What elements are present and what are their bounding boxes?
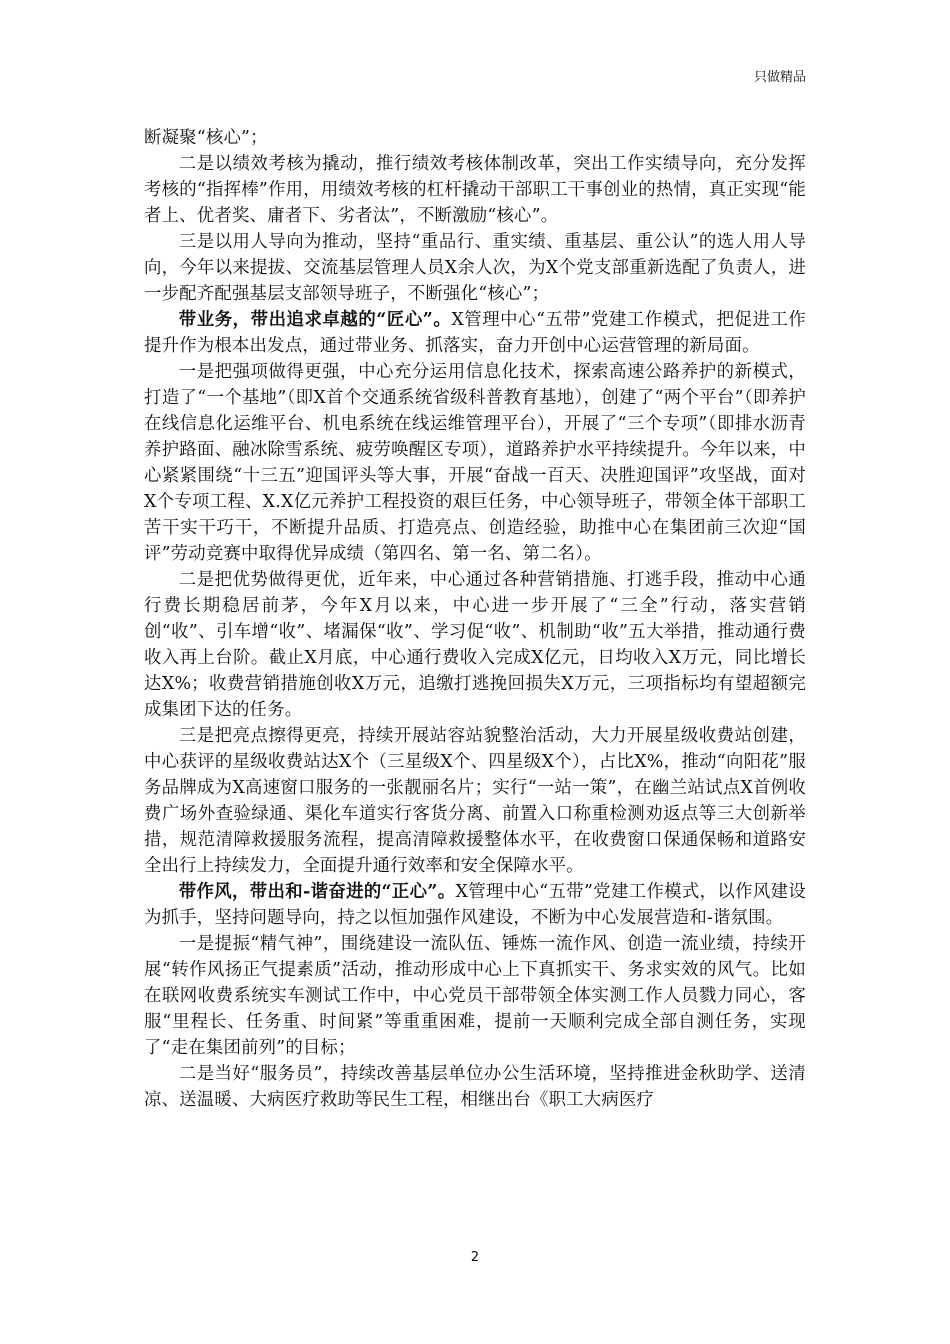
body-paragraph <box>144 359 806 567</box>
body-paragraph <box>144 723 806 879</box>
page-header: 只做精品 <box>753 70 806 85</box>
body-paragraph <box>144 567 806 723</box>
body-paragraph <box>144 1061 806 1113</box>
body-paragraph <box>144 307 806 359</box>
paragraph-text: X管理中心“五带”党建工作模式，以作风建设为抓手，坚持问题导向，持之以恒加强作风建设，不断为中心发展营造和-谐氛围。 <box>144 882 806 928</box>
body-paragraph <box>144 229 806 307</box>
paragraph-text: 断凝聚“核心”； <box>144 128 268 148</box>
paragraph-text: 三是把亮点擦得更亮，持续开展站容站貌整治活动，大力开展星级收费站创建，中心获评的星级收费站达X个（三星级X个、四星级X个），占比X%，推动“向阳花”服务品牌成为X高速窗口服务的一张靓丽名片；实行“一站一策”，在幽兰站试点X首例收费广场外查验绿通、渠化车道实行客货分离、前置入口称重检测劝返点等三大创新举措，规范清障救援服务流程，提高清障救援整体水平，在收费窗口保通保畅和道路安全出行上持续发力，全面提升通行效率和安全保障水平。 <box>144 726 806 876</box>
body-paragraph <box>144 151 806 229</box>
body-paragraph <box>144 125 806 151</box>
section-heading: 带作风，带出和-谐奋进的“正心”。 <box>178 882 456 902</box>
paragraph-text: 三是以用人导向为推动，坚持“重品行、重实绩、重基层、重公认”的选人用人导向，今年以来提拔、交流基层管理人员X余人次，为X个党支部重新选配了负责人，进一步配齐配强基层支部领导班子，不断强化“核心”； <box>144 232 806 304</box>
paragraph-text: 一是把强项做得更强，中心充分运用信息化技术，探索高速公路养护的新模式，打造了“一个基地”（即X首个交通系统省级科普教育基地），创建了“两个平台”（即养护在线信息化运维平台、机电系统在线运维管理平台），开展了“三个专项”（即排水沥青养护路面、融冰除雪系统、疲劳唤醒区专项），道路养护水平持续提升。今年以来，中心紧紧围绕“十三五”迎国评头等大事，开展“奋战一百天、决胜迎国评”攻坚战，面对X个专项工程、X.X亿元养护工程投资的艰巨任务，中心领导班子，带领全体干部职工苦干实干巧干，不断提升品质、打造亮点、创造经验，助推中心在集团前三次迎“国评”劳动竞赛中取得优异成绩（第四名、第一名、第二名）。 <box>144 362 806 564</box>
body-paragraph <box>144 879 806 931</box>
page-number: 2 <box>470 1250 480 1265</box>
body-paragraph <box>144 931 806 1061</box>
document-body <box>144 125 806 1113</box>
paragraph-text: 二是当好“服务员”，持续改善基层单位办公生活环境，坚持推进金秋助学、送清凉、送温暖、大病医疗救助等民生工程，相继出台《职工大病医疗 <box>144 1064 806 1110</box>
paragraph-text: X管理中心“五带”党建工作模式，把促进工作提升作为根本出发点，通过带业务、抓落实，奋力开创中心运营管理的新局面。 <box>144 310 806 356</box>
section-heading: 带业务，带出追求卓越的“匠心”。 <box>178 310 452 330</box>
paragraph-text: 一是提振“精气神”，围绕建设一流队伍、锤炼一流作风、创造一流业绩，持续开展“转作风扬正气提素质”活动，推动形成中心上下真抓实干、务求实效的风气。比如在联网收费系统实车测试工作中，中心党员干部带领全体实测工作人员戮力同心，客服“里程长、任务重、时间紧”等重重困难，提前一天顺利完成全部自测任务，实现了“走在集团前列”的目标； <box>144 934 806 1058</box>
paragraph-text: 二是以绩效考核为撬动，推行绩效考核体制改革，突出工作实绩导向，充分发挥考核的“指挥棒”作用，用绩效考核的杠杆撬动干部职工干事创业的热情，真正实现“能者上、优者奖、庸者下、劣者汰”，不断激励“核心”。 <box>144 154 806 226</box>
paragraph-text: 二是把优势做得更优，近年来，中心通过各种营销措施、打逃手段，推动中心通行费长期稳居前茅，今年X月以来，中心进一步开展了“三全”行动，落实营销创“收”、引车增“收”、堵漏保“收”、学习促“收”、机制助“收”五大举措，推动通行费收入再上台阶。截止X月底，中心通行费收入完成X亿元，日均收入X万元，同比增长达X%；收费营销措施创收X万元，追缴打逃挽回损失X万元，三项指标均有望超额完成集团下达的任务。 <box>144 570 806 720</box>
